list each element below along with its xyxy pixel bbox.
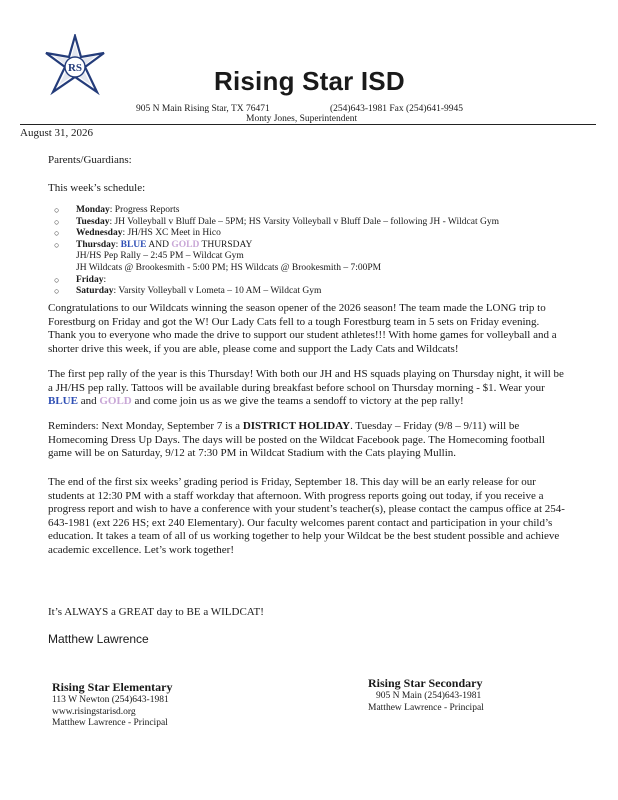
greeting: Parents/Guardians:	[48, 154, 132, 166]
schedule-tuesday: ○ Tuesday: JH Volleyball v Bluff Dale – 5PM; HS Varsity Volleyball v Bluff Dale – following JH - Wildcat Gym	[54, 216, 499, 227]
schedule-friday: ○ Friday:	[54, 274, 107, 285]
bullet-icon: ○	[54, 274, 60, 285]
bullet-icon: ○	[54, 286, 60, 297]
district-address: 905 N Main Rising Star, TX 76471	[136, 104, 270, 114]
bullet-icon: ○	[54, 239, 60, 250]
secondary-name: Rising Star Secondary	[368, 676, 483, 690]
bullet-icon: ○	[54, 216, 60, 227]
schedule-intro: This week’s schedule:	[48, 182, 146, 194]
footer-secondary	[368, 676, 484, 714]
district-title: Rising Star ISD	[214, 66, 405, 96]
letter-date: August 31, 2026	[20, 127, 94, 139]
signature: Matthew Lawrence	[48, 632, 149, 646]
schedule-thursday-pep-rally: JH/HS Pep Rally – 2:45 PM – Wildcat Gym	[76, 251, 244, 262]
schedule-monday: ○ Monday: Progress Reports	[54, 205, 180, 215]
superintendent-line: Monty Jones, Superintendent	[246, 114, 358, 124]
star-logo	[44, 34, 106, 96]
schedule-saturday: ○ Saturday: Varsity Volleyball v Lometa – 10 AM – Wildcat Gym	[54, 286, 322, 297]
paragraph-season-opener: Congratulations to our Wildcats winning the season opener of the 2026 season! The team made the LONG trip to Forestburg on Friday and got the W! Our Lady Cats fell to a tough Forestburg team in 5 sets on Friday evening. Thank you to everyone who made the drive to support our student athletes!!! With home games for volleyball and a shorter drive this week, if you are able, please come and support the Lady Cats and Wildcats!	[48, 302, 557, 355]
elementary-website[interactable]: www.risingstarisd.org	[52, 706, 136, 717]
elementary-address: 113 W Newton (254)643-1981	[52, 695, 169, 705]
schedule-thursday: ○ Thursday: BLUE AND GOLD THURSDAY	[54, 239, 253, 250]
header-divider	[20, 124, 596, 125]
schedule-wednesday: ○ Wednesday: JH/HS XC Meet in Hico	[54, 228, 221, 239]
schedule-list	[48, 205, 568, 298]
secondary-address: 905 N Main (254)643-1981	[376, 691, 482, 701]
elementary-name: Rising Star Elementary	[52, 680, 173, 694]
bullet-icon: ○	[54, 228, 60, 239]
bullet-icon: ○	[54, 205, 60, 215]
footer-elementary	[52, 680, 172, 730]
logo-text: RS	[67, 62, 83, 74]
secondary-principal: Matthew Lawrence - Principal	[368, 702, 484, 713]
paragraph-grading-period: The end of the first six weeks’ grading period is Friday, September 18. This day will be an early release for our students at 12:30 PM with a staff workday that afternoon. With progress reports going out today, if you receive a progress report and wish to have a conference with your student’s teacher(s), please contact the campus office at 254-643-1981 (ext 226 HS; ext 240 Elementary). Our faculty welcomes parent contact and participation in your child’s education. It takes a team of all of us working together to help your Wildcat be the best student possible and achieve academic excellence. Let’s work together!	[48, 476, 565, 556]
paragraph-pep-rally: The first pep rally of the year is this Thursday! With both our JH and HS squads playing on Thursday night, it will be a JH/HS pep rally. Tattoos will be available during breakfast before school on Thursday morning - $1. Wear your BLUE and GOLD and come join us as we give the teams a sendoff to victory at the pep rally!	[48, 368, 564, 408]
elementary-principal: Matthew Lawrence - Principal	[52, 718, 168, 728]
paragraph-reminders: Reminders: Next Monday, September 7 is a DISTRICT HOLIDAY. Tuesday – Friday (9/8 – 9/11) will be Homecoming Dress Up Days. The days will be posted on the Wildcat Facebook page. The Homecoming football game will be on Saturday, 9/12 at 7:30 PM in Wildcat Stadium with the Cats playing Mullin.	[48, 420, 545, 460]
district-phone-fax: (254)643-1981 Fax (254)641-9945	[330, 104, 463, 114]
schedule-thursday-games: JH Wildcats @ Brookesmith - 5:00 PM; HS Wildcats @ Brookesmith – 7:00PM	[76, 262, 382, 273]
closing-motto: It’s ALWAYS a GREAT day to BE a WILDCAT!	[48, 606, 264, 618]
